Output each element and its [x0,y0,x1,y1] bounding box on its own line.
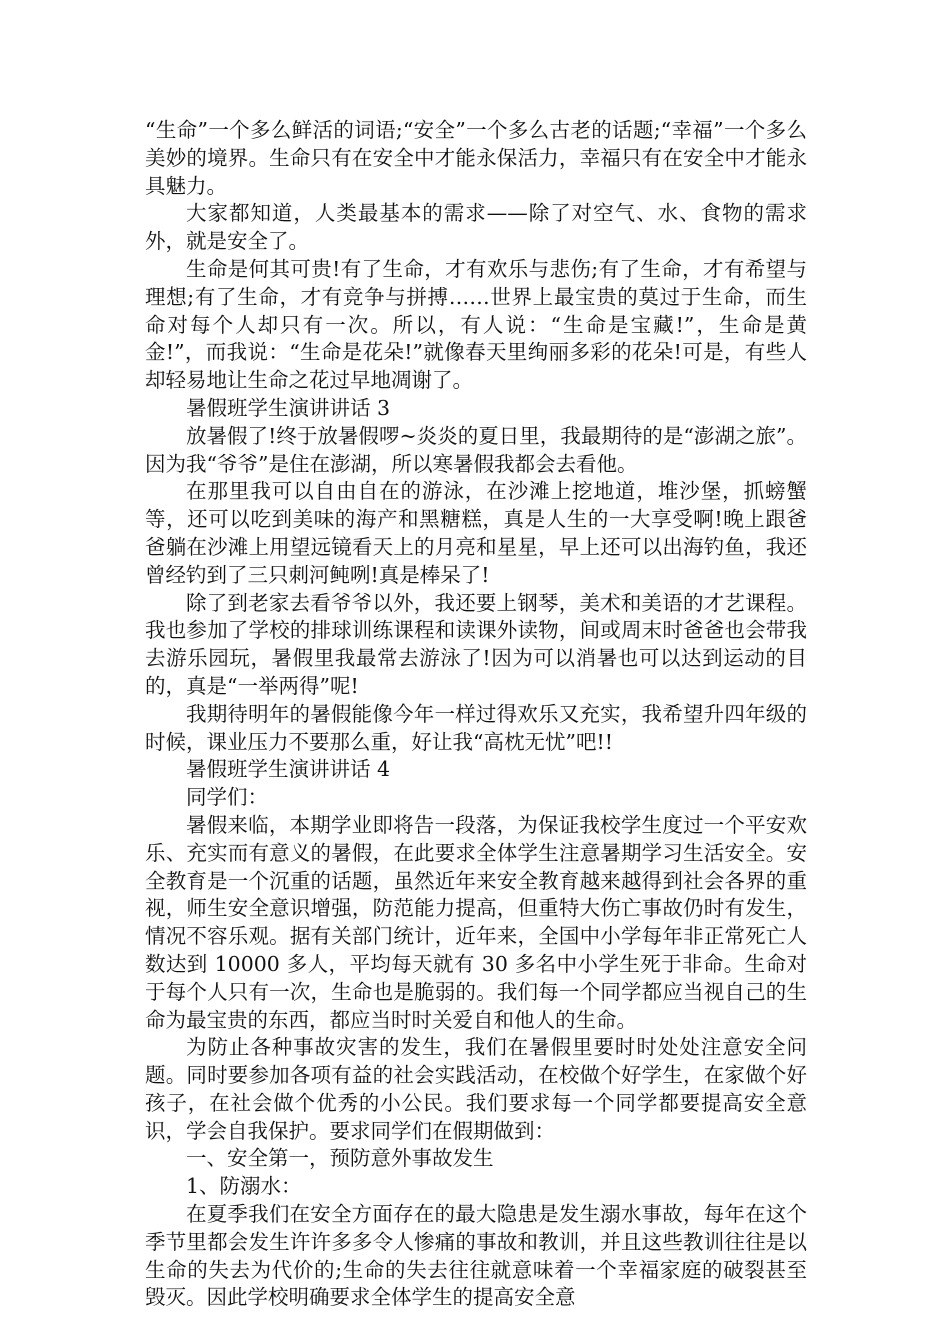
subheading-safety-first: 一、安全第一，预防意外事故发生 [186,1146,494,1171]
document-page [145,117,807,1312]
paragraph-basic-needs: 大家都知道，人类最基本的需求——除了对空气、水、食物的需求外，就是安全了。 [145,201,807,254]
paragraph-summer-begins: 放暑假了!终于放暑假啰~炎炎的夏日里，我最期待的是“澎湖之旅”。因为我“爷爷”是住在澎湖，所以寒暑假我都会去看他。 [145,423,807,476]
paragraph-penghu-activities: 在那里我可以自由自在的游泳，在沙滩上挖地道，堆沙堡，抓螃蟹等，还可以吃到美味的海产和黑糖糕，真是人生的一大享受啊!晚上跟爸爸躺在沙滩上用望远镜看天上的月亮和星星，早上还可以出海钓鱼，我还曾经钓到了三只刺河鲀咧!真是棒呆了! [145,479,807,587]
paragraph-life-precious: 生命是何其可贵!有了生命，才有欢乐与悲伤;有了生命，才有希望与理想;有了生命，才有竞争与拼搏……世界上最宝贵的莫过于生命，而生命对每个人却只有一次。所以，有人说：“生命是宝藏!”，生命是黄金!”，而我说：“生命是花朵!”就像春天里绚丽多彩的花朵!可是，有些人却轻易地让生命之花过早地凋谢了。 [145,256,807,393]
paragraph-safety-education: 暑假来临，本期学业即将告一段落，为保证我校学生度过一个平安欢乐、充实而有意义的暑假，在此要求全体学生注意暑期学习生活安全。安全教育是一个沉重的话题，虽然近年来安全教育越来越得到社会各界的重视，师生安全意识增强，防范能力提高，但重特大伤亡事故仍时有发生，情况不容乐观。据有关部门统计，近年来，全国中小学每年非正常死亡人数达到 10000 多人，平均每天就有 30 多名中小学生死于非命。生命对于每个人只有一次，生命也是脆弱的。我们每一个同学都应当视自己的生命为最宝贵的东西，都应当时时关爱自和他人的生命。 [145,812,807,1032]
paragraph-salutation: 同学们： [186,785,268,810]
paragraph-intro: “生命”一个多么鲜活的词语;“安全”一个多么古老的话题;“幸福”一个多么美妙的境界。生命只有在安全中才能永保活力，幸福只有在安全中才能永具魅力。 [145,118,807,198]
subheading-drowning: 1、防溺水： [186,1174,302,1199]
paragraph-next-year: 我期待明年的暑假能像今年一样过得欢乐又充实，我希望升四年级的时候，课业压力不要那么重，好让我“高枕无忧”吧!! [145,701,807,754]
paragraph-classes: 除了到老家去看爷爷以外，我还要上钢琴，美术和美语的才艺课程。我也参加了学校的排球训练课程和读课外读物，间或周末时爸爸也会带我去游乐园玩，暑假里我最常去游泳了!因为可以消暑也可以达到运动的目的，真是“一举两得”呢! [145,590,807,698]
section-heading-speech-3: 暑假班学生演讲讲话 3 [186,395,391,420]
paragraph-prevent-accidents: 为防止各种事故灾害的发生，我们在暑假里要时时处处注意安全问题。同时要参加各项有益的社会实践活动，在校做个好学生，在家做个好孩子，在社会做个优秀的小公民。我们要求每一个同学都要提高安全意识，学会自我保护。要求同学们在假期做到： [145,1035,807,1143]
paragraph-drowning-risk: 在夏季我们在安全方面存在的最大隐患是发生溺水事故，每年在这个季节里都会发生许许多多令人惨痛的事故和教训，并且这些教训往往是以生命的失去为代价的;生命的失去往往就意味着一个幸福家庭的破裂甚至毁灭。因此学校明确要求全体学生的提高安全意 [145,1202,807,1310]
section-heading-speech-4: 暑假班学生演讲讲话 4 [186,757,391,782]
